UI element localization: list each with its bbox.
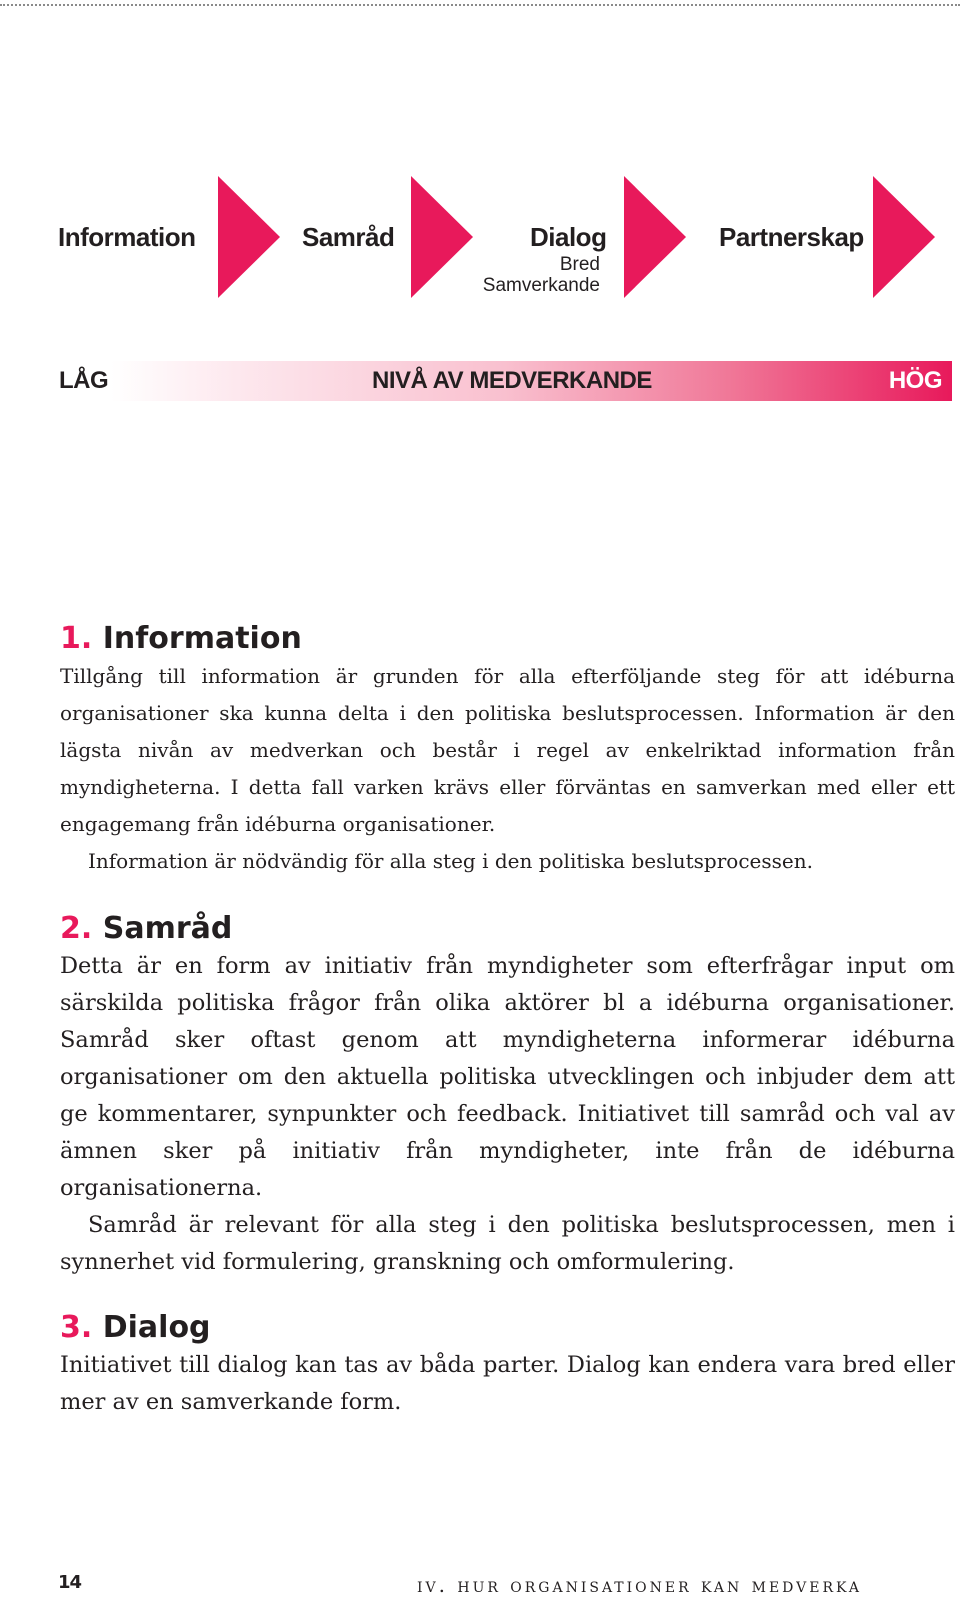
section-information (60, 620, 955, 880)
section-samrad (60, 910, 955, 1281)
arrow-right-icon (624, 176, 686, 298)
stage-information-label: Information (58, 222, 196, 252)
paragraph: Initiativet till dialog kan tas av båda parter. Dialog kan endera vara bred eller mer av en samverkande form. (60, 1352, 955, 1415)
body-text (60, 620, 955, 1421)
stage-dialog-label: Dialog (530, 222, 607, 252)
stage-samrad-label: Samråd (302, 222, 395, 252)
section-heading (60, 910, 955, 948)
section-heading (60, 620, 955, 658)
section-number: 3. (60, 1310, 93, 1345)
level-high-label: HÖG (888, 367, 942, 394)
section-heading (60, 1309, 955, 1347)
arrow-right-icon (218, 176, 280, 298)
paragraph: Samråd är relevant för alla steg i den politiska beslutsprocessen, men i synnerhet vid formulering, granskning och omformulering. (60, 1212, 955, 1275)
running-head: iv. hur organisationer kan medverka (417, 1573, 863, 1597)
paragraph: Information är nödvändig för alla steg i den politiska beslutsprocessen. (88, 849, 813, 873)
participation-level-bar (57, 361, 952, 401)
paragraph: Tillgång till information är grunden för alla efterföljande steg för att idéburna organisationer ska kunna delta i den politiska beslutsprocessen. Information är den lägsta nivån av medverkan och består i regel av enkelriktad information från myndigheterna. I detta fall varken krävs eller förväntas en samverkan med eller ett engagemang från idéburna organisationer. (60, 664, 955, 836)
stage-dialog-sub-samverkande: Samverkande (482, 275, 600, 296)
top-dotted-rule (0, 4, 960, 6)
section-number: 2. (60, 911, 93, 946)
section-dialog (60, 1309, 955, 1421)
stage-partnerskap-label: Partnerskap (719, 222, 864, 252)
stage-dialog-sub-bred: Bred (559, 254, 600, 275)
page-number: 14 (58, 1572, 82, 1593)
section-number: 1. (60, 621, 93, 656)
level-low-label: LÅG (59, 367, 109, 394)
arrow-right-icon (873, 176, 935, 298)
section-title: Information (102, 621, 302, 656)
section-title: Samråd (102, 911, 233, 946)
level-title: NIVÅ AV MEDVERKANDE (372, 367, 652, 394)
section-title: Dialog (102, 1310, 211, 1345)
paragraph: Detta är en form av initiativ från myndigheter som efterfrågar input om särskilda politiska frågor från olika aktörer bl a idéburna organisationer. Samråd sker oftast genom att myndigheterna informerar idéburna organisationer om den aktuella politiska utvecklingen och inbjuder dem att ge kommentarer, synpunkter och feedback. Initiativet till samråd och val av ämnen sker på initiativ från myndigheter, inte från de idéburna organisationerna. (60, 953, 955, 1201)
